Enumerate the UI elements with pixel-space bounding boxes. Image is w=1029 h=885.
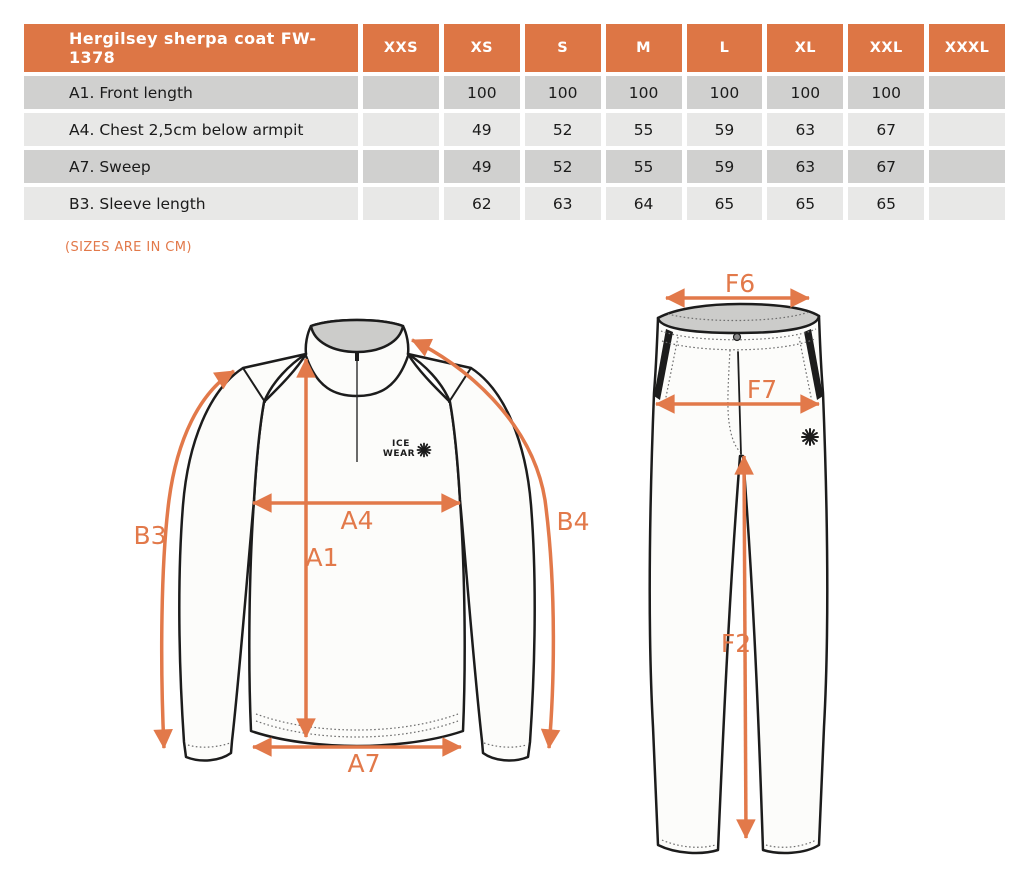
value-cell: 100 (606, 76, 682, 109)
column-header-l: L (687, 24, 763, 72)
value-cell: 100 (767, 76, 843, 109)
column-header-s: S (525, 24, 601, 72)
pants-waist-opening (658, 304, 819, 333)
waist-button (734, 334, 741, 341)
pants-measurement-diagram (640, 268, 1029, 868)
label-b3: B3 (133, 521, 167, 550)
logo-text-line2: WEAR (382, 449, 416, 459)
value-cell: 67 (848, 113, 924, 146)
label-f2: F2 (720, 629, 752, 658)
label-a4: A4 (340, 506, 374, 535)
column-header-xs: XS (444, 24, 520, 72)
value-cell: 65 (767, 187, 843, 220)
value-cell (929, 76, 1005, 109)
jacket-zipper-pull (355, 352, 359, 361)
value-cell: 59 (687, 150, 763, 183)
value-cell: 100 (444, 76, 520, 109)
row-label-sweep: A7. Sweep (24, 150, 358, 183)
jacket-measurement-diagram (130, 283, 620, 788)
row-label-front-length: A1. Front length (24, 76, 358, 109)
column-header-xxl: XXL (848, 24, 924, 72)
value-cell: 63 (525, 187, 601, 220)
value-cell: 55 (606, 150, 682, 183)
label-f6: F6 (724, 269, 756, 298)
value-cell (363, 150, 439, 183)
row-label-chest: A4. Chest 2,5cm below armpit (24, 113, 358, 146)
value-cell: 55 (606, 113, 682, 146)
row-label-sleeve-length: B3. Sleeve length (24, 187, 358, 220)
table-title-cell: Hergilsey sherpa coat FW-1378 (24, 24, 358, 72)
logo-text-line1: ICE (392, 439, 410, 449)
value-cell: 67 (848, 150, 924, 183)
column-header-xxxl: XXXL (929, 24, 1005, 72)
label-b4: B4 (556, 507, 590, 536)
value-cell: 52 (525, 113, 601, 146)
column-header-xxs: XXS (363, 24, 439, 72)
value-cell: 63 (767, 150, 843, 183)
value-cell: 52 (525, 150, 601, 183)
value-cell: 65 (848, 187, 924, 220)
value-cell: 62 (444, 187, 520, 220)
value-cell (363, 187, 439, 220)
value-cell: 63 (767, 113, 843, 146)
column-header-m: M (606, 24, 682, 72)
value-cell (929, 150, 1005, 183)
label-a7: A7 (347, 749, 381, 778)
value-cell: 59 (687, 113, 763, 146)
value-cell (929, 187, 1005, 220)
size-chart-table (24, 24, 1005, 220)
value-cell (929, 113, 1005, 146)
label-a1: A1 (305, 543, 339, 572)
label-f7: F7 (746, 375, 778, 404)
value-cell: 64 (606, 187, 682, 220)
value-cell: 65 (687, 187, 763, 220)
value-cell: 100 (525, 76, 601, 109)
sizes-unit-note: (SIZES ARE IN CM) (65, 240, 192, 255)
value-cell (363, 76, 439, 109)
value-cell: 100 (848, 76, 924, 109)
value-cell: 49 (444, 113, 520, 146)
value-cell: 49 (444, 150, 520, 183)
value-cell: 100 (687, 76, 763, 109)
value-cell (363, 113, 439, 146)
column-header-xl: XL (767, 24, 843, 72)
